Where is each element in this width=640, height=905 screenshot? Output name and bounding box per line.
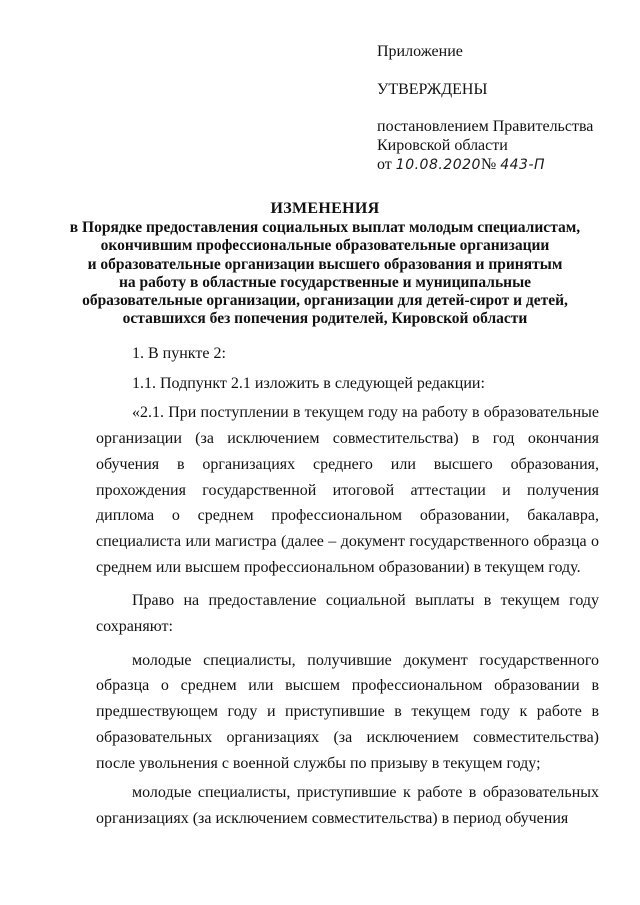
approval-stamp: [377, 42, 617, 175]
title-line-5: образовательные организации, организации для детей-сирот и детей,: [82, 292, 568, 310]
number-sign: №: [480, 156, 497, 173]
handwritten-date: 10.08.2020: [395, 157, 481, 173]
document-title: [60, 199, 590, 329]
paragraph-2: 1.1. Подпункт 2.1 изложить в следующей редакции:: [132, 374, 485, 392]
title-line-4: на работу в областные государственные и муниципальные: [118, 273, 532, 291]
appendix-label: Приложение: [377, 43, 463, 60]
title-line-1: в Порядке предоставления социальных выплат молодым специалистам,: [69, 219, 581, 236]
decree-line-1: постановлением Правительства: [377, 118, 594, 135]
from-prefix: от: [377, 156, 392, 173]
document-body: [96, 341, 599, 832]
paragraph-6: молодые специалисты, приступившие к работе в образовательных организациях (за исключением совместительства) в период обучения: [96, 784, 599, 827]
paragraph-1: 1. В пункте 2:: [132, 345, 226, 362]
decree-line-2: Кировской области: [377, 137, 508, 154]
title-heading: ИЗМЕНЕНИЯ: [270, 200, 380, 217]
approved-label: УТВЕРЖДЕНЫ: [377, 81, 488, 98]
handwritten-number: 443-П: [500, 157, 546, 173]
decree-date-line: [377, 155, 617, 175]
title-line-2: окончившим профессиональные образовательные организации: [100, 237, 550, 255]
paragraph-5: молодые специалисты, получившие документ государственного образца о среднем или высшем профессиональном образовании в предшествующем году и приступившие в текущем году к работе в образовательных организациях (за исключением совместительства) после увольнения с военной службы по призыву в текущем году;: [96, 651, 599, 772]
title-line-3: и образовательные организации высшего образования и принятым: [87, 255, 563, 273]
title-line-6: оставшихся без попечения родителей, Кировской области: [122, 310, 528, 328]
paragraph-3: «2.1. При поступлении в текущем году на работу в образовательные организации (за исключением совместительства) в год окончания обучения в организациях среднего или высшего образования, прохождения государственной итоговой аттестации и получения диплома о среднем профессиональном образовании, бакалавра, специалиста или магистра (далее – документ государственного образца о среднем или высшем профессиональном образовании) в текущем году.: [96, 404, 599, 576]
paragraph-4: Право на предоставление социальной выплаты в текущем году сохраняют:: [96, 592, 599, 636]
